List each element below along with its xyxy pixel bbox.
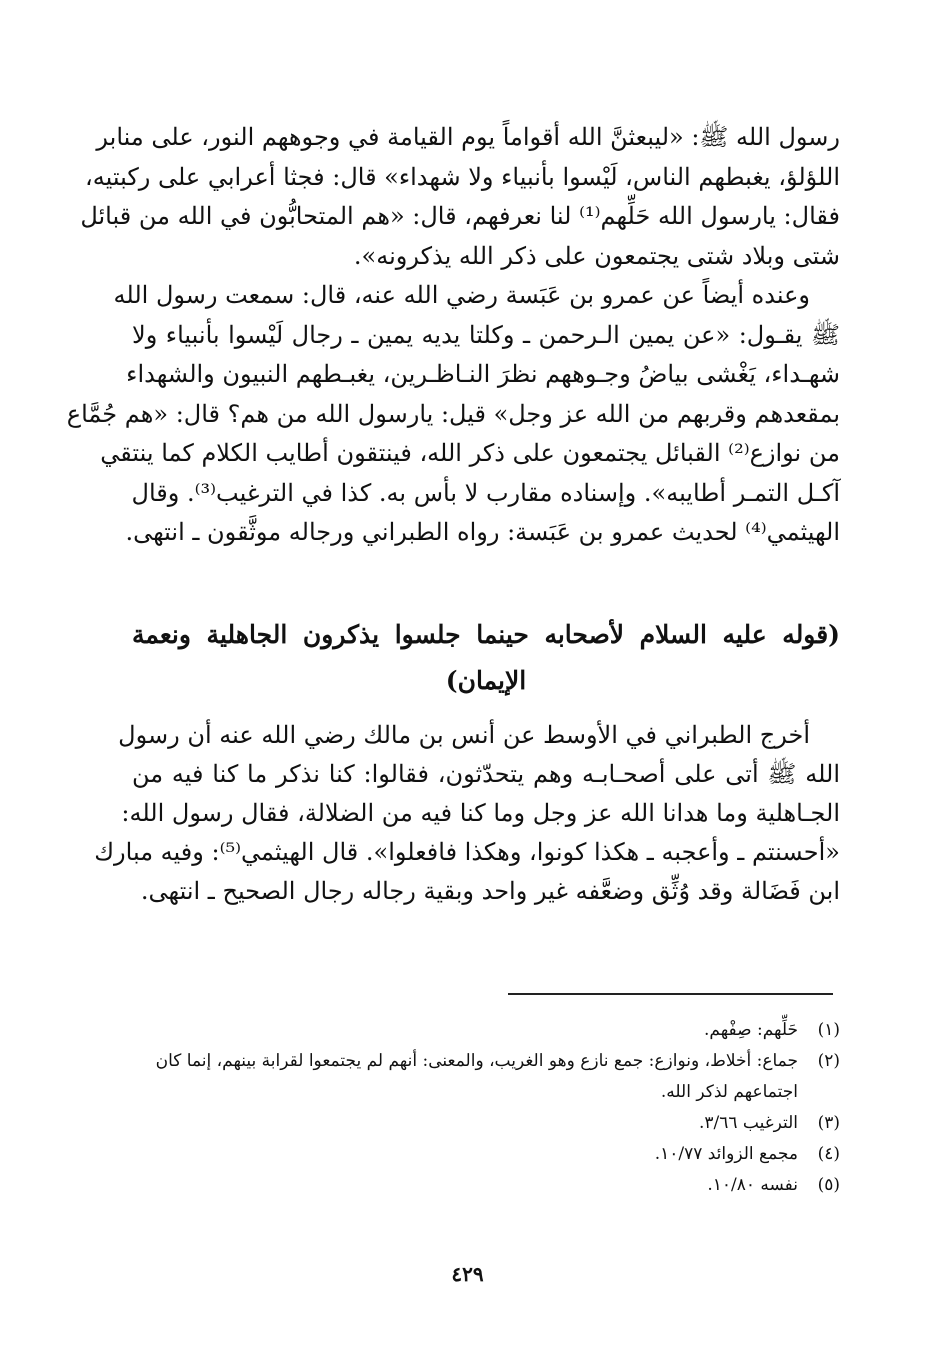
footnotes bbox=[132, 1015, 840, 1201]
text-line: وعنده أيضاً عن عمرو بن عَبَسة رضي الله عنه، قال: سمعت رسول الله bbox=[113, 281, 810, 309]
footnote-number: (٤) bbox=[817, 1144, 840, 1164]
text-line: من نوازع⁽²⁾ القبائل يجتمعون على ذكر الله، فينتقون أطايب الكلام كما ينتقي bbox=[100, 439, 840, 467]
text-line: فقال: يارسول الله حَلِّهم⁽¹⁾ لنا نعرفهم، قال: «هم المتحابُّون في الله من قبائل bbox=[80, 202, 840, 230]
text-line: ابن فَضَالة وقد وُثِّق وضعَّفه غير واحد وبقية رجاله رجال الصحيح ـ انتهى. bbox=[140, 877, 840, 905]
text-line: اللؤلؤ، يغبطهم الناس، لَيْسوا بأنبياء ولا شهداء» قال: فجثا أعرابي على ركبتيه، bbox=[84, 162, 840, 191]
heading-line: (قوله عليه السلام لأصحابه حينما جلسوا يذكرون الجاهلية ونعمة bbox=[132, 620, 840, 649]
footnote-text: جماع: أخلاط، ونوازع: جمع نازع وهو الغريب، والمعنى: أنهم لم يجتمعوا لقرابة بينهم، إنما كان اجتماعهم لذكر الله. bbox=[155, 1051, 798, 1102]
text-line: الهيثمي⁽⁴⁾ لحديث عمرو بن عَبَسة: رواه الطبراني ورجاله موثَّقون ـ انتهى. bbox=[125, 518, 840, 546]
footnote-item bbox=[132, 1139, 840, 1170]
footnote-number: (٣) bbox=[817, 1113, 840, 1133]
section-heading bbox=[132, 612, 840, 704]
footnote-text: الترغيب ٣/٦٦. bbox=[698, 1113, 798, 1133]
footnote-number: (٥) bbox=[817, 1175, 840, 1195]
text-line: شتى وبلاد شتى يجتمعون على ذكر الله يذكرونه». bbox=[353, 241, 840, 270]
second-text-block bbox=[94, 716, 840, 911]
text-line: رسول الله ﷺ: «ليبعثنَّ الله أقواماً يوم القيامة في وجوههم النور، على منابر bbox=[96, 123, 840, 151]
page-number: ٤٢٩ bbox=[451, 1262, 484, 1286]
footnote-item bbox=[132, 1015, 840, 1046]
footnote-number: (١) bbox=[817, 1020, 840, 1040]
footnote-text: نفسه ١٠/٨٠. bbox=[707, 1175, 798, 1195]
text-line: الله ﷺ أتى على أصحـابـه وهم يتحدّثون، فقالوا: كنا نذكر ما كنا فيه من bbox=[132, 760, 840, 788]
footnote-item bbox=[132, 1170, 840, 1201]
footnote-divider bbox=[508, 993, 833, 995]
text-line: أخرج الطبراني في الأوسط عن أنس بن مالك رضي الله عنه أن رسول bbox=[118, 721, 810, 749]
text-line: «أحسنتم ـ وأعجبه ـ هكذا كونوا، وهكذا فافعلوا». قال الهيثمي⁽⁵⁾: وفيه مبارك bbox=[94, 838, 840, 866]
text-line: بمقعدهم وقربهم من الله عز وجل» قيل: يارسول الله من هم؟ قال: «هم جُمَّاع bbox=[66, 399, 840, 428]
footnote-item bbox=[132, 1108, 840, 1139]
main-text-block bbox=[66, 118, 840, 553]
footnote-text: مجمع الزوائد ١٠/٧٧. bbox=[654, 1144, 798, 1164]
footnote-text: حَلِّهم: صِفْهم. bbox=[703, 1020, 798, 1040]
heading-line: الإيمان) bbox=[445, 666, 527, 695]
footnote-number: (٢) bbox=[817, 1051, 840, 1071]
text-line: الجـاهلية وما هدانا الله عز وجل وما كنا فيه من الضلالة، فقال رسول الله: bbox=[121, 799, 840, 827]
footnote-item bbox=[132, 1046, 840, 1108]
text-line: شهـداء، يَغْشى بياضُ وجـوههم نظرَ النـاظـرين، يغبـطهم النبيون والشهداء bbox=[126, 360, 840, 388]
text-line: ﷺ يقـول: «عن يمين الـرحمن ـ وكلتا يديه يمين ـ رجال لَيْسوا بأنبياء ولا bbox=[132, 320, 840, 349]
text-line: آكـل التمـر أطايبه». وإسناده مقارب لا بأس به. كذا في الترغيب⁽³⁾. وقال bbox=[131, 478, 840, 507]
